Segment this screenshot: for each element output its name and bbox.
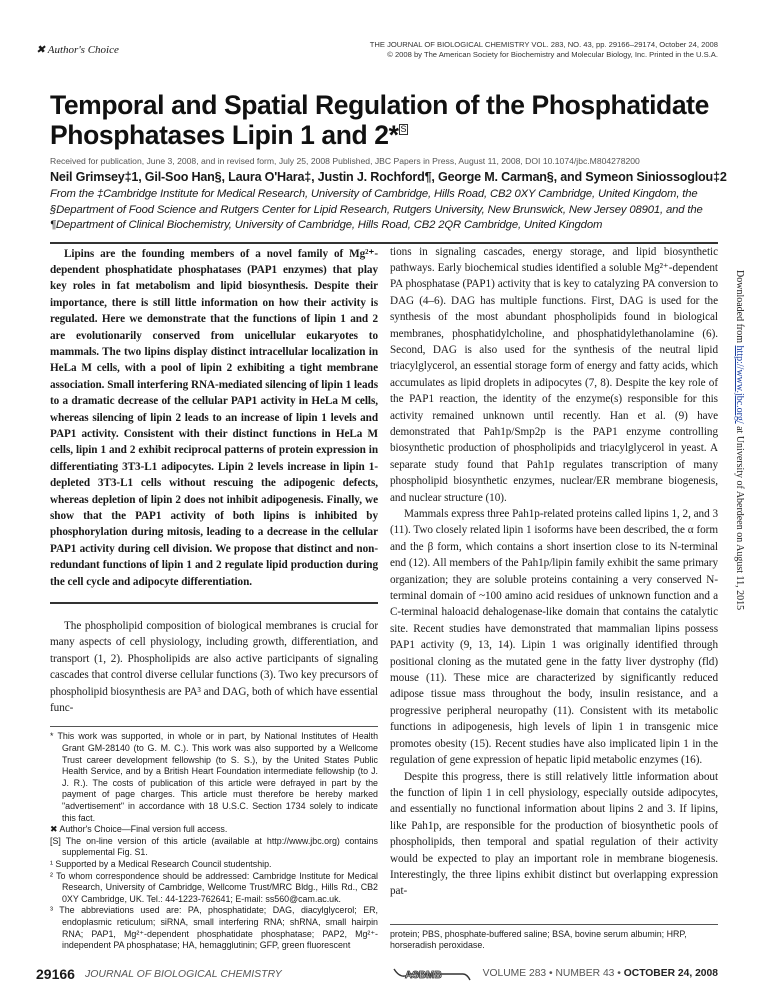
title-text: Temporal and Spatial Regulation of the Phosphatidate Phosphatases Lipin 1 and 2*: [50, 90, 709, 150]
footnote-area-right: [390, 914, 718, 952]
footer-journal: JOURNAL OF BIOLOGICAL CHEMISTRY: [84, 967, 282, 980]
footnote-2: ² To whom correspondence should be addressed: Cambridge Institute for Medical Research, University of Cambridge, Wellcome Trust/MRC Bldg., Hills Rd., CB2 0XY Cambridge, UK. Tel.: 44-1223-762641; E-mail: ss560@cam.ac.uk.: [50, 870, 378, 904]
intro-paragraph: The phospholipid composition of biological membranes is crucial for many aspects of cell physiology, including growth, differentiation, and transport (1, 2). Phospholipids are also active participants of signaling cascades that control diverse cellular functions (3). Two key precursors of phospholipid biosynthesis are PA³ and DAG, both of which have essential func-: [50, 620, 378, 715]
body-paragraph: Mammals express three Pah1p-related proteins called lipins 1, 2, and 3 (11). Two closely related lipin 1 isoforms have been described, the α form and the β form, which contains a short insertion close to its N-terminal end (12). All members of the Pah1p/lipin family exhibit the same primary organization; they are soluble proteins containing a very conserved N-terminal domain of ~100 amino acid residues of unknown function and a C-terminal haloacid dehalogenase-like domain that contains the catalytic site. Recent studies have demonstrated that mammalian lipins possess PAP1 activity (9, 13, 14). Lipin 1 was originally identified through positional cloning as the mutated gene in the fatty liver dystrophy (fld) mouse (11). These mice are characterized by significantly reduced adipose tissue mass throughout the body, insulin resistance, and a progressive peripheral neuropathy (11). Consistent with its metabolic functions in adipogenesis, high levels of lipin 1 in transgenic mice promotes obesity (15). Recent studies have also implicated lipin 1 in the regulation of gene expression of hepatic lipid metabolic enzymes (16).: [390, 508, 718, 767]
footnote-supplemental: [S] The on-line version of this article (available at http://www.jbc.org) contains supplemental Fig. S1.: [50, 835, 378, 858]
jbc-link[interactable]: http://www.jbc.org/: [734, 345, 745, 424]
received-dates: Received for publication, June 3, 2008, and in revised form, July 25, 2008 Published, JBC Papers in Press, August 11, 2008, DOI 10.1074/jbc.M804278200: [50, 156, 640, 166]
top-bar: [36, 40, 718, 60]
footnote-1: ¹ Supported by a Medical Research Council studentship.: [50, 859, 272, 869]
authors-choice-label: ✖ Author's Choice: [36, 44, 119, 56]
issue-date: OCTOBER 24, 2008: [623, 968, 718, 980]
copyright-line: © 2008 by The American Society for Biochemistry and Molecular Biology, Inc. Printed in the U.S.A.: [387, 50, 718, 59]
author-list: Neil Grimsey‡1, Gil-Soo Han§, Laura O'Hara‡, Justin J. Rochford¶, George M. Carman§, and Symeon Siniossoglou‡2: [50, 170, 727, 184]
footnote-area: [50, 716, 378, 951]
article-title: [50, 90, 710, 150]
download-suffix: at University of Aberdeen on August 11, 2015: [734, 423, 745, 611]
footnotes: [50, 731, 378, 951]
right-column: [390, 244, 718, 952]
introduction: [50, 618, 378, 716]
volume-number: VOLUME 283 • NUMBER 43 •: [482, 968, 624, 980]
download-notice: [731, 270, 745, 930]
download-prefix: Downloaded from: [734, 270, 745, 346]
journal-header: [370, 40, 718, 60]
body-paragraph: Despite this progress, there is still relatively little information about the function of lipin 1 in cell physiology, especially outside adipocytes, and essentially no functional information about lipins 2 and 3. If lipins, like Pah1p, are responsible for the production of biosynthetic pools of phospholipids, then temporal and spatial regulation of their activity would be expected to play an important role in membrane biogenesis. Interestingly, the three lipins exhibit distinct but overlapping expression pat-: [390, 770, 718, 898]
journal-citation: THE JOURNAL OF BIOLOGICAL CHEMISTRY VOL. 283, NO. 43, pp. 29166–29174, October 24, 2008: [369, 40, 718, 49]
asbmb-logo-icon: [393, 966, 471, 982]
left-column: [50, 244, 378, 952]
abstract-rule: [50, 602, 378, 604]
page-footer: [36, 966, 718, 982]
footnote-rule-right: [390, 924, 718, 925]
body-columns: [50, 244, 718, 952]
body-paragraph: tions in signaling cascades, energy storage, and lipid biosynthetic pathways. Early biochemical studies identified a soluble Mg²⁺-dependent PA phosphatase (PAP1) activity that is key to catalyzing PA conversion to DAG (4–6). DAG has multiple functions. First, DAG is used for the synthesis of the most abundant phospholipids found in biological membranes, phosphatidylcholine, and phosphatidylethanolamine (6). Second, DAG is also used for the synthesis of the neutral lipid triacylglycerol, an essential storage form of energy and fatty acids, which accumulates as lipid droplets in adipocytes (7, 8). Despite the key role of the PAP1 reaction, the identity of the enzyme(s) responsible for this activity remained unknown until recently. Han et al. (9) have demonstrated that Pah1p/Smp2p is the PAP1 enzyme controlling biosynthetic production of phospholipids and triacylglycerol in yeast. A separate study found that Pah1p regulates transcription of many phospholipid biosynthetic enzymes, nuclear/ER membrane biogenesis, and nuclear structure (10).: [390, 245, 718, 504]
page-number: 29166: [36, 965, 75, 982]
abstract: [50, 246, 378, 591]
footnote-3: ³ The abbreviations used are: PA, phosphatidate; DAG, diacylglycerol; ER, endoplasmic reticulum; siRNA, small interfering RNA; shRNA, small hairpin RNA; PAP1, Mg²⁺-dependent phosphatidate phosphatase; PAP2, Mg²⁺-independent PA phosphatase; HA, hemagglutinin; GFP, green fluorescent: [50, 905, 378, 951]
footnote-rule: [50, 726, 378, 727]
right-column-body: [390, 244, 718, 900]
footnote-authors-choice: ✖ Author's Choice—Final version full access.: [50, 824, 228, 835]
affiliations: From the ‡Cambridge Institute for Medical Research, University of Cambridge, Hills Road, CB2 0XY Cambridge, United Kingdom, the §Department of Food Science and Rutgers Center for Lipid Research, Rutgers University, New Brunswick, New Jersey 08901, and the ¶Department of Clinical Biochemistry, University of Cambridge, Hills Road, CB2 2QR Cambridge, United Kingdom: [50, 188, 703, 231]
footnote-continuation: protein; PBS, phosphate-buffered saline; BSA, bovine serum albumin; HRP, horseradish peroxidase.: [390, 928, 687, 951]
footer-volume: [483, 968, 718, 979]
supplemental-icon: S: [400, 124, 407, 134]
svg-text:ASBMB: ASBMB: [404, 969, 442, 981]
abstract-text: Lipins are the founding members of a novel family of Mg²⁺-dependent phosphatidate phosphatases (PAP1 enzymes) that play key roles in fat metabolism and lipid biosynthesis. Despite their importance, there is still little information on how their activity is regulated. Here we demonstrate that the functions of lipin 1 and 2 are evolutionarily conserved from unicellular eukaryotes to mammals. The two lipins display distinct intracellular localization in HeLa M cells, with a pool of lipin 2 exhibiting a tight membrane association. Small interfering RNA-mediated silencing of lipin 1 leads to a dramatic decrease of the cellular PAP1 activity in HeLa M cells, whereas silencing of lipin 2 leads to an increase of lipin 1 levels and PAP1 activity. Consistent with their distinct functions in HeLa M cells, lipin 1 and 2 exhibit reciprocal patterns of protein expression in differentiating 3T3-L1 adipocytes. Lipin 2 levels increase in lipin 1-depleted 3T3-L1 cells without rescuing the adipogenic defects, whereas depletion of lipin 2 does not inhibit adipogenesis. Finally, we show that the PAP1 activity of both lipins is inhibited by phosphorylation during mitosis, leading to a decrease in the cellular PAP1 activity during cell division. We propose that distinct and non-redundant functions of lipin 1 and 2 regulate lipid production during the cell cycle and adipocyte differentiation.: [50, 247, 378, 588]
footnote-funding: * This work was supported, in whole or in part, by National Institutes of Health Grant GM-28140 (to G. M. C.). This work was also supported by a Wellcome Trust career development fellowship (to S. S.), by the United States Public Health Service, and by a British Heart Foundation intermediate fellowship (to J. J. R.). The costs of publication of this article were defrayed in part by the payment of page charges. This article must therefore be hereby marked "advertisement" in accordance with 18 U.S.C. Section 1734 solely to indicate this fact.: [50, 731, 378, 823]
